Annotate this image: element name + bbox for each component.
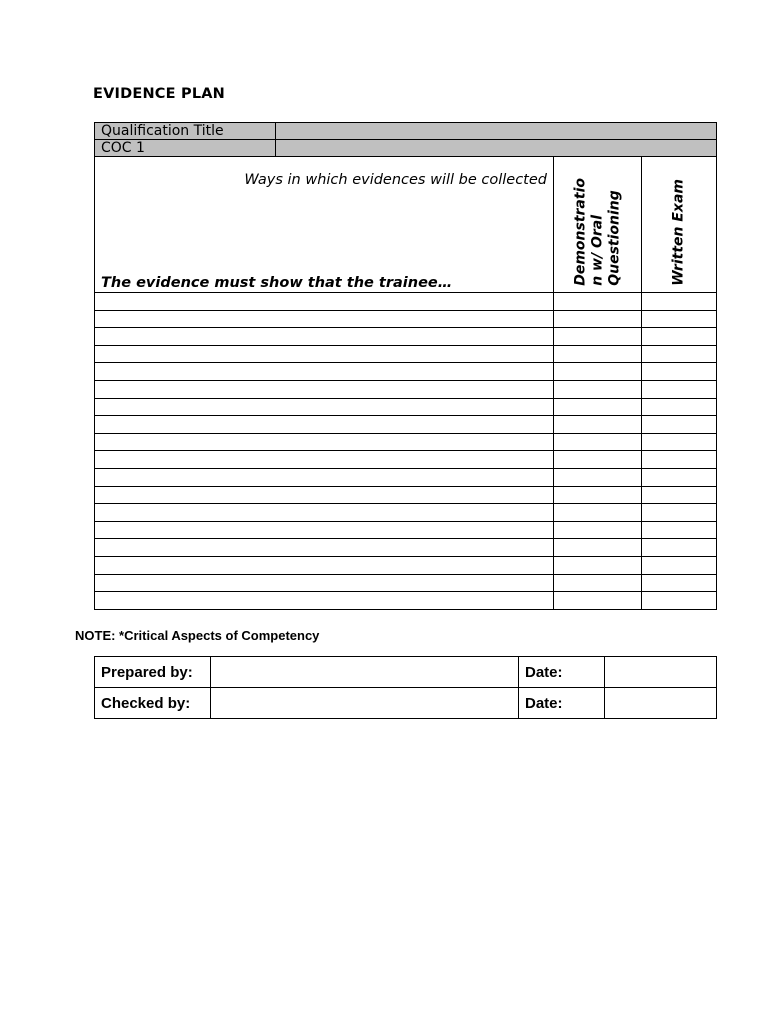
demonstration-check-cell[interactable] <box>554 293 642 311</box>
evidence-row <box>95 345 717 363</box>
coc-label: COC 1 <box>95 140 276 157</box>
written-exam-check-cell[interactable] <box>642 310 717 328</box>
written-exam-check-cell[interactable] <box>642 433 717 451</box>
evidence-description-cell[interactable] <box>95 433 554 451</box>
note-text: NOTE: *Critical Aspects of Competency <box>75 628 320 643</box>
evidence-plan-table <box>94 122 717 610</box>
evidence-row <box>95 433 717 451</box>
evidence-row <box>95 486 717 504</box>
evidence-description-cell[interactable] <box>95 504 554 522</box>
demonstration-check-cell[interactable] <box>554 380 642 398</box>
written-exam-check-cell[interactable] <box>642 574 717 592</box>
checked-by-label: Checked by: <box>95 688 211 719</box>
checked-by-field[interactable] <box>211 688 519 719</box>
evidence-header-row <box>95 157 717 293</box>
evidence-row <box>95 539 717 557</box>
method-column-demonstration <box>554 157 642 293</box>
demonstration-check-cell[interactable] <box>554 468 642 486</box>
evidence-description-cell[interactable] <box>95 468 554 486</box>
coc-field[interactable] <box>276 140 717 157</box>
evidence-description-cell[interactable] <box>95 556 554 574</box>
evidence-row <box>95 398 717 416</box>
demonstration-check-cell[interactable] <box>554 363 642 381</box>
demonstration-check-cell[interactable] <box>554 574 642 592</box>
evidence-row <box>95 451 717 469</box>
method-label-written-exam: Written Exam <box>670 179 687 286</box>
written-exam-check-cell[interactable] <box>642 363 717 381</box>
evidence-row <box>95 363 717 381</box>
demonstration-check-cell[interactable] <box>554 556 642 574</box>
demonstration-check-cell[interactable] <box>554 433 642 451</box>
written-exam-check-cell[interactable] <box>642 293 717 311</box>
demonstration-check-cell[interactable] <box>554 539 642 557</box>
evidence-row <box>95 521 717 539</box>
demonstration-check-cell[interactable] <box>554 592 642 610</box>
evidence-row <box>95 416 717 434</box>
evidence-description-cell[interactable] <box>95 416 554 434</box>
written-exam-check-cell[interactable] <box>642 398 717 416</box>
written-exam-check-cell[interactable] <box>642 486 717 504</box>
qualification-row <box>95 123 717 140</box>
prepared-row <box>95 657 717 688</box>
evidence-row <box>95 310 717 328</box>
evidence-description-cell[interactable] <box>95 380 554 398</box>
evidence-description-cell[interactable] <box>95 398 554 416</box>
written-exam-check-cell[interactable] <box>642 521 717 539</box>
written-exam-check-cell[interactable] <box>642 468 717 486</box>
evidence-description-cell[interactable] <box>95 451 554 469</box>
written-exam-check-cell[interactable] <box>642 504 717 522</box>
demonstration-check-cell[interactable] <box>554 486 642 504</box>
demonstration-check-cell[interactable] <box>554 521 642 539</box>
evidence-description-cell[interactable] <box>95 293 554 311</box>
written-exam-check-cell[interactable] <box>642 345 717 363</box>
demonstration-check-cell[interactable] <box>554 451 642 469</box>
evidence-row <box>95 380 717 398</box>
written-exam-check-cell[interactable] <box>642 416 717 434</box>
method-label-demonstration: Demonstratio n w/ Oral Questioning <box>572 178 622 286</box>
signature-table <box>94 656 717 719</box>
method-column-written-exam <box>642 157 717 293</box>
ways-header: Ways in which evidences will be collected <box>244 172 547 188</box>
evidence-row <box>95 293 717 311</box>
written-exam-check-cell[interactable] <box>642 539 717 557</box>
written-exam-check-cell[interactable] <box>642 556 717 574</box>
evidence-row <box>95 504 717 522</box>
evidence-description-cell[interactable] <box>95 328 554 346</box>
coc-row <box>95 140 717 157</box>
qualification-title-label: Qualification Title <box>95 123 276 140</box>
evidence-description-cell[interactable] <box>95 363 554 381</box>
written-exam-check-cell[interactable] <box>642 380 717 398</box>
evidence-description-cell[interactable] <box>95 539 554 557</box>
evidence-description-cell[interactable] <box>95 486 554 504</box>
written-exam-check-cell[interactable] <box>642 328 717 346</box>
evidence-description-cell[interactable] <box>95 521 554 539</box>
checked-date-field[interactable] <box>605 688 717 719</box>
demonstration-check-cell[interactable] <box>554 345 642 363</box>
demonstration-check-cell[interactable] <box>554 328 642 346</box>
page-title: EVIDENCE PLAN <box>93 86 226 102</box>
evidence-header: The evidence must show that the trainee… <box>101 275 453 291</box>
evidence-row <box>95 592 717 610</box>
evidence-header-cell <box>95 157 554 293</box>
evidence-description-cell[interactable] <box>95 345 554 363</box>
evidence-row <box>95 556 717 574</box>
demonstration-check-cell[interactable] <box>554 416 642 434</box>
evidence-row <box>95 328 717 346</box>
evidence-row <box>95 468 717 486</box>
demonstration-check-cell[interactable] <box>554 310 642 328</box>
demonstration-check-cell[interactable] <box>554 504 642 522</box>
prepared-by-field[interactable] <box>211 657 519 688</box>
prepared-by-label: Prepared by: <box>95 657 211 688</box>
checked-date-label: Date: <box>519 688 605 719</box>
evidence-row <box>95 574 717 592</box>
evidence-description-cell[interactable] <box>95 310 554 328</box>
prepared-date-field[interactable] <box>605 657 717 688</box>
evidence-description-cell[interactable] <box>95 592 554 610</box>
prepared-date-label: Date: <box>519 657 605 688</box>
demonstration-check-cell[interactable] <box>554 398 642 416</box>
written-exam-check-cell[interactable] <box>642 451 717 469</box>
written-exam-check-cell[interactable] <box>642 592 717 610</box>
qualification-title-field[interactable] <box>276 123 717 140</box>
checked-row <box>95 688 717 719</box>
evidence-description-cell[interactable] <box>95 574 554 592</box>
